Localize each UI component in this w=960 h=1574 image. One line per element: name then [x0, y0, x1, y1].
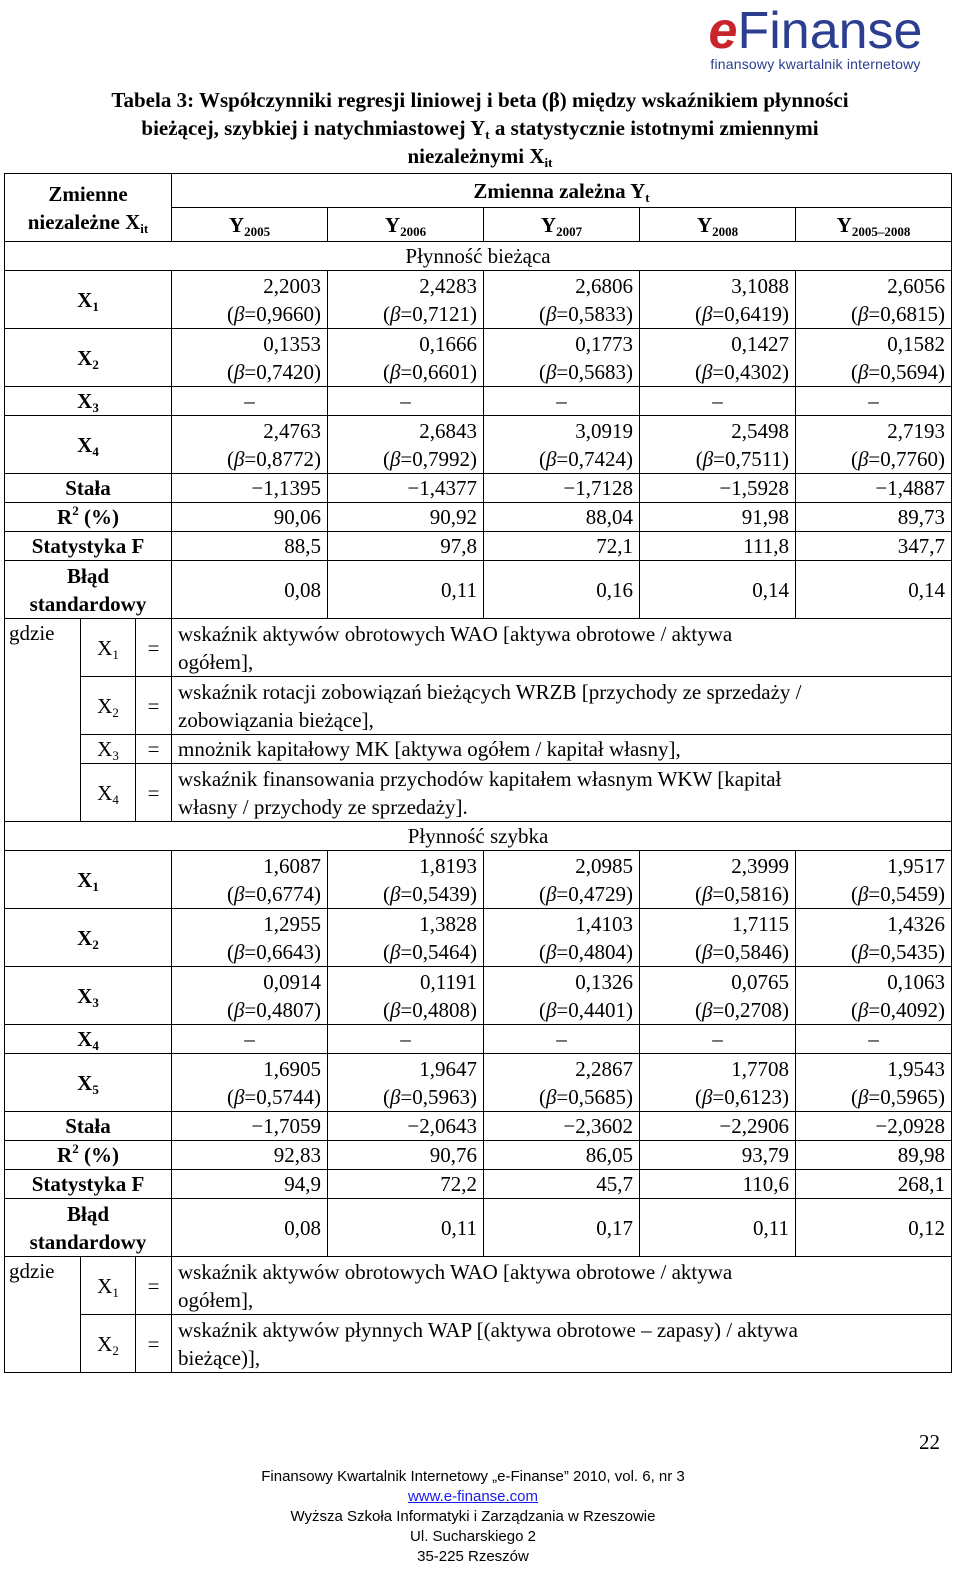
footer-city: 35-225 Rzeszów [417, 1548, 529, 1565]
stat-value: 0,12 [796, 1199, 952, 1257]
coefficient-cell [484, 416, 640, 474]
coefficient-value: 1,6087 [263, 853, 321, 878]
stat-label: Stała [5, 474, 172, 503]
beta-value: (β=0,5683) [538, 359, 633, 384]
beta-value: (β=0,6601) [382, 359, 477, 384]
variable-label: $X_1$ [5, 851, 172, 909]
coefficient-cell [172, 329, 328, 387]
stat-label: $R^2$ (%) [5, 503, 172, 532]
stat-row [5, 1170, 952, 1199]
coefficient-value: 2,7193 [887, 418, 946, 443]
stat-value: 0,11 [640, 1199, 796, 1257]
variable-label: $X_3$ [5, 387, 172, 416]
coefficient-value: 1,9543 [887, 1056, 946, 1081]
coefficient-value: 0,0914 [263, 969, 321, 994]
empty-cell: – [796, 387, 952, 416]
coefficient-value: 1,2955 [263, 911, 321, 936]
stat-label: Statystyka F [5, 532, 172, 561]
coefficient-cell [640, 909, 796, 967]
stat-value: −2,0928 [796, 1112, 952, 1141]
stat-label: $R^2$ (%) [5, 1141, 172, 1170]
beta-value: (β=0,7760) [850, 446, 946, 471]
beta-value: (β=0,4092) [850, 997, 946, 1022]
stat-value: −1,1395 [172, 474, 328, 503]
coefficient-cell [172, 271, 328, 329]
coefficient-value: 0,1666 [419, 331, 477, 356]
coefficient-cell [484, 271, 640, 329]
coefficient-value: 2,3999 [731, 853, 789, 878]
legend-description: wskaźnik aktywów płynnych WAP [(aktywa obrotowe – zapasy) / aktywa bieżące)], [172, 1315, 952, 1373]
stat-value: −1,4887 [796, 474, 952, 503]
footer-journal: Finansowy Kwartalnik Internetowy „e-Finanse” 2010, vol. 6, nr 3 [261, 1468, 685, 1485]
section-title: Płynność bieżąca [5, 242, 952, 271]
stat-value: 0,08 [172, 561, 328, 619]
coefficient-cell [328, 967, 484, 1025]
stat-value: 90,06 [172, 503, 328, 532]
footer-url-link[interactable]: www.e-finanse.com [407, 1488, 539, 1505]
variable-label: $X_1$ [5, 271, 172, 329]
legend-variable: $X_4$ [81, 764, 136, 822]
coefficient-value: 2,6806 [575, 273, 633, 298]
year-header: $Y_{2005}$ [172, 208, 328, 242]
stat-value: 89,73 [796, 503, 952, 532]
table-row [5, 1025, 952, 1054]
coefficient-value: 2,2003 [263, 273, 321, 298]
empty-cell: – [328, 387, 484, 416]
beta-value: (β=0,5816) [694, 881, 789, 906]
stat-value: 91,98 [640, 503, 796, 532]
coefficient-value: 0,0765 [731, 969, 789, 994]
legend-description: wskaźnik finansowania przychodów kapitałem własnym WKW [kapitał własny / przychody ze sprzedaży]. [172, 764, 952, 822]
stat-value: 72,2 [328, 1170, 484, 1199]
empty-cell: – [172, 1025, 328, 1054]
regression-table [4, 173, 952, 1373]
stat-value: 0,14 [640, 561, 796, 619]
variable-label: $X_5$ [5, 1054, 172, 1112]
table-row [5, 851, 952, 909]
beta-value: (β=0,6123) [694, 1084, 789, 1109]
beta-value: (β=0,7511) [695, 446, 789, 471]
coefficient-cell [328, 416, 484, 474]
coefficient-cell [484, 909, 640, 967]
coefficient-value: 0,1353 [263, 331, 321, 356]
beta-value: (β=0,4808) [382, 997, 477, 1022]
coefficient-cell [796, 329, 952, 387]
stat-value: 92,83 [172, 1141, 328, 1170]
beta-value: (β=0,5685) [538, 1084, 633, 1109]
footer-school: Wyższa Szkoła Informatyki i Zarządzania w Rzeszowie [290, 1508, 656, 1525]
coefficient-cell [328, 851, 484, 909]
coefficient-value: 2,5498 [731, 418, 789, 443]
legend-variable: $X_1$ [81, 1257, 136, 1315]
stat-row [5, 1199, 952, 1257]
table-row [5, 271, 952, 329]
beta-value: (β=0,8772) [226, 446, 321, 471]
coefficient-cell [328, 329, 484, 387]
coefficient-value: 2,4283 [419, 273, 477, 298]
legend-row [5, 677, 952, 735]
caption-line-3: niezależnymi $X_{it}$ [407, 144, 553, 170]
variable-label: $X_2$ [5, 329, 172, 387]
legend-variable: $X_1$ [81, 619, 136, 677]
year-header: $Y_{2005-2008}$ [796, 208, 952, 242]
stat-value: 0,11 [328, 561, 484, 619]
empty-cell: – [796, 1025, 952, 1054]
coefficient-cell [328, 271, 484, 329]
legend-variable: $X_2$ [81, 677, 136, 735]
stat-value: 110,6 [640, 1170, 796, 1199]
empty-cell: – [328, 1025, 484, 1054]
table-row [5, 1054, 952, 1112]
stat-value: 97,8 [328, 532, 484, 561]
caption-line-2: bieżącej, szybkiej i natychmiastowej $Y_t$ a statystycznie istotnymi zmiennymi [141, 116, 819, 142]
beta-value: (β=0,5464) [382, 939, 477, 964]
coefficient-cell [640, 271, 796, 329]
legend-equals: = [136, 1315, 172, 1373]
beta-value: (β=0,4302) [694, 359, 789, 384]
stat-value: 45,7 [484, 1170, 640, 1199]
coefficient-value: 3,0919 [575, 418, 633, 443]
coefficient-cell [640, 851, 796, 909]
stat-value: 0,14 [796, 561, 952, 619]
empty-cell: – [484, 1025, 640, 1054]
coefficient-value: 1,6905 [263, 1056, 321, 1081]
logo-wordmark: eFinanse [708, 2, 923, 60]
legend-description: wskaźnik aktywów obrotowych WAO [aktywa obrotowe / aktywa ogółem], [172, 1257, 952, 1315]
variable-label: $X_4$ [5, 416, 172, 474]
legend-equals: = [136, 764, 172, 822]
gdzie-label: gdzie [5, 1257, 81, 1373]
beta-value: (β=0,6419) [694, 301, 789, 326]
stat-row [5, 532, 952, 561]
coefficient-value: 0,1773 [575, 331, 633, 356]
stat-value: −2,3602 [484, 1112, 640, 1141]
coefficient-value: 2,6843 [419, 418, 477, 443]
stat-value: 72,1 [484, 532, 640, 561]
stat-value: 268,1 [796, 1170, 952, 1199]
legend-description: wskaźnik aktywów obrotowych WAO [aktywa obrotowe / aktywa ogółem], [172, 619, 952, 677]
stat-row [5, 1141, 952, 1170]
stat-value: −1,4377 [328, 474, 484, 503]
beta-value: (β=0,5694) [850, 359, 946, 384]
legend-description: wskaźnik rotacji zobowiązań bieżących WRZB [przychody ze sprzedaży / zobowiązania bieżące], [172, 677, 952, 735]
table-row [5, 416, 952, 474]
coefficient-cell [172, 1054, 328, 1112]
empty-cell: – [484, 387, 640, 416]
beta-value: (β=0,9660) [226, 301, 321, 326]
beta-value: (β=0,5846) [694, 939, 789, 964]
variable-label: $X_2$ [5, 909, 172, 967]
stat-label: Błąd standardowy [5, 561, 172, 619]
stat-value: 0,16 [484, 561, 640, 619]
stat-value: −1,7059 [172, 1112, 328, 1141]
coefficient-value: 2,0985 [575, 853, 633, 878]
coefficient-cell [172, 909, 328, 967]
beta-value: (β=0,4401) [538, 997, 633, 1022]
empty-cell: – [640, 387, 796, 416]
beta-value: (β=0,5459) [850, 881, 946, 906]
legend-equals: = [136, 1257, 172, 1315]
page-number: 22 [919, 1430, 940, 1454]
coefficient-value: 0,1427 [731, 331, 789, 356]
stat-value: 111,8 [640, 532, 796, 561]
beta-value: (β=0,6815) [850, 301, 946, 326]
stat-value: 88,5 [172, 532, 328, 561]
variable-label: $X_3$ [5, 967, 172, 1025]
stat-row [5, 503, 952, 532]
legend-row [5, 1257, 952, 1315]
coefficient-value: 2,4763 [263, 418, 321, 443]
coefficient-cell [328, 909, 484, 967]
legend-equals: = [136, 735, 172, 764]
coefficient-value: 0,1582 [887, 331, 946, 356]
stat-value: 89,98 [796, 1141, 952, 1170]
header-independent-vars: Zmienne niezależne $X_{it}$ [5, 174, 172, 242]
caption-line-1: Tabela 3: Współczynniki regresji liniowej i beta (β) między wskaźnikiem płynności [111, 88, 849, 112]
legend-row [5, 1315, 952, 1373]
coefficient-value: 1,3828 [419, 911, 477, 936]
stat-label: Statystyka F [5, 1170, 172, 1199]
logo-tagline: finansowy kwartalnik internetowy [710, 56, 921, 72]
beta-value: (β=0,5439) [382, 881, 477, 906]
stat-row [5, 561, 952, 619]
beta-value: (β=0,6643) [226, 939, 321, 964]
stat-value: −1,5928 [640, 474, 796, 503]
legend-variable: $X_2$ [81, 1315, 136, 1373]
coefficient-value: 1,9517 [887, 853, 946, 878]
coefficient-value: 1,7708 [731, 1056, 789, 1081]
coefficient-value: 0,1191 [420, 969, 477, 994]
coefficient-value: 1,4103 [575, 911, 633, 936]
beta-value: (β=0,5435) [850, 939, 946, 964]
stat-value: −2,0643 [328, 1112, 484, 1141]
beta-value: (β=0,6774) [226, 881, 321, 906]
beta-value: (β=0,5965) [850, 1084, 946, 1109]
coefficient-cell [796, 416, 952, 474]
coefficient-cell [796, 909, 952, 967]
stat-value: 0,17 [484, 1199, 640, 1257]
table-row [5, 329, 952, 387]
legend-variable: $X_3$ [81, 735, 136, 764]
coefficient-value: 1,7115 [732, 911, 789, 936]
coefficient-value: 3,1088 [731, 273, 789, 298]
stat-label: Stała [5, 1112, 172, 1141]
stat-value: 90,92 [328, 503, 484, 532]
stat-row [5, 474, 952, 503]
coefficient-cell [796, 271, 952, 329]
coefficient-value: 1,9647 [419, 1056, 477, 1081]
beta-value: (β=0,4807) [226, 997, 321, 1022]
footer-street: Ul. Sucharskiego 2 [410, 1528, 536, 1545]
coefficient-value: 2,6056 [887, 273, 946, 298]
stat-value: −1,7128 [484, 474, 640, 503]
legend-row [5, 764, 952, 822]
legend-row [5, 619, 952, 677]
stat-value: 0,11 [328, 1199, 484, 1257]
beta-value: (β=0,7420) [226, 359, 321, 384]
beta-value: (β=0,2708) [694, 997, 789, 1022]
coefficient-value: 0,1326 [575, 969, 633, 994]
stat-value: 90,76 [328, 1141, 484, 1170]
coefficient-cell [172, 416, 328, 474]
stat-value: 88,04 [484, 503, 640, 532]
coefficient-cell [172, 851, 328, 909]
coefficient-cell [640, 967, 796, 1025]
coefficient-cell [640, 416, 796, 474]
coefficient-cell [640, 329, 796, 387]
beta-value: (β=0,7424) [538, 446, 633, 471]
coefficient-value: 2,2867 [575, 1056, 633, 1081]
year-header: $Y_{2007}$ [484, 208, 640, 242]
beta-value: (β=0,7121) [382, 301, 477, 326]
coefficient-cell [484, 1054, 640, 1112]
beta-value: (β=0,5833) [538, 301, 633, 326]
coefficient-cell [640, 1054, 796, 1112]
gdzie-label: gdzie [5, 619, 81, 822]
coefficient-cell [796, 967, 952, 1025]
stat-value: 86,05 [484, 1141, 640, 1170]
stat-value: 94,9 [172, 1170, 328, 1199]
beta-value: (β=0,7992) [382, 446, 477, 471]
legend-equals: = [136, 619, 172, 677]
coefficient-value: 1,8193 [419, 853, 477, 878]
beta-value: (β=0,5963) [382, 1084, 477, 1109]
table-caption [20, 86, 940, 170]
beta-value: (β=0,4804) [538, 939, 633, 964]
legend-row [5, 735, 952, 764]
beta-value: (β=0,5744) [226, 1084, 321, 1109]
stat-value: −2,2906 [640, 1112, 796, 1141]
coefficient-cell [484, 967, 640, 1025]
coefficient-value: 0,1063 [887, 969, 946, 994]
page-footer [0, 1467, 946, 1567]
coefficient-cell [796, 1054, 952, 1112]
section-title: Płynność szybka [5, 822, 952, 851]
stat-label: Błąd standardowy [5, 1199, 172, 1257]
table-row [5, 909, 952, 967]
table-row [5, 967, 952, 1025]
stat-value: 0,08 [172, 1199, 328, 1257]
coefficient-cell [796, 851, 952, 909]
legend-equals: = [136, 677, 172, 735]
beta-value: (β=0,4729) [538, 881, 633, 906]
coefficient-cell [328, 1054, 484, 1112]
coefficient-value: 1,4326 [887, 911, 946, 936]
table-row [5, 387, 952, 416]
header-dependent-var: Zmienna zależna $Y_t$ [172, 174, 952, 208]
empty-cell: – [640, 1025, 796, 1054]
coefficient-cell [484, 851, 640, 909]
stat-row [5, 1112, 952, 1141]
legend-description: mnożnik kapitałowy MK [aktywa ogółem / kapitał własny], [172, 735, 952, 764]
section-title-row [5, 242, 952, 271]
empty-cell: – [172, 387, 328, 416]
variable-label: $X_4$ [5, 1025, 172, 1054]
efinanse-logo [693, 4, 938, 72]
section-title-row [5, 822, 952, 851]
year-header: $Y_{2006}$ [328, 208, 484, 242]
year-header: $Y_{2008}$ [640, 208, 796, 242]
stat-value: 93,79 [640, 1141, 796, 1170]
coefficient-cell [172, 967, 328, 1025]
coefficient-cell [484, 329, 640, 387]
stat-value: 347,7 [796, 532, 952, 561]
